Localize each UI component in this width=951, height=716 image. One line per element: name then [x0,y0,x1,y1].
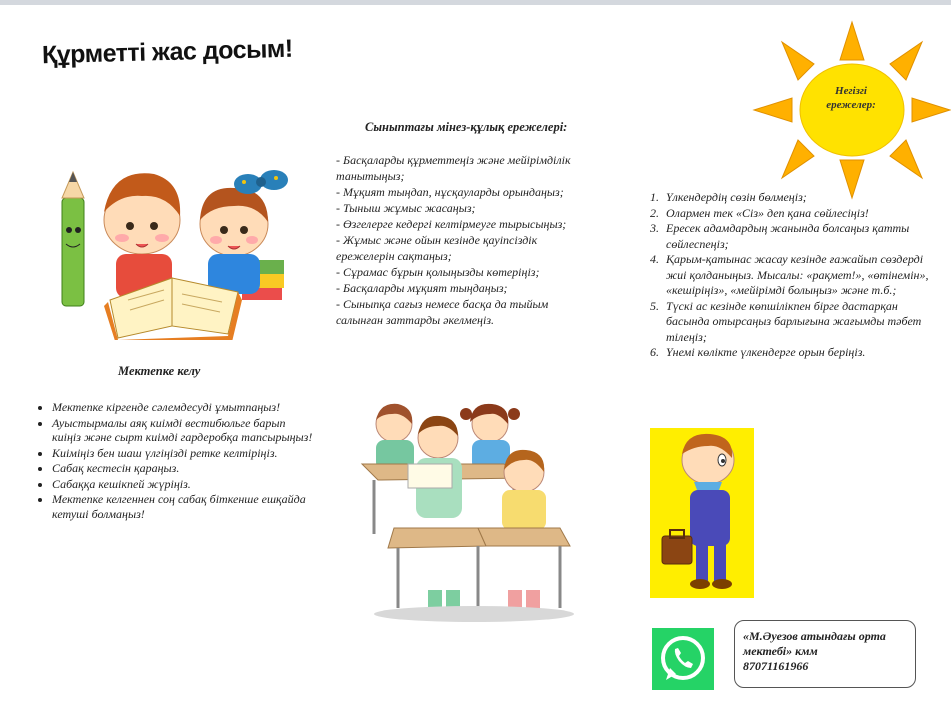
bow-icon [234,170,288,194]
arrival-rule-item: • Ауыстырмалы аяқ киімді вестибюльге барып киіңіз және сырт киімді гардеробқа тапсырыңыз! [52,416,314,445]
arrival-rules-list [34,400,314,522]
basic-rule-item: 1. Үлкендердің сөзін бөлмеңіз; [662,190,932,206]
contact-box [734,620,916,688]
classroom-kids-illustration [354,394,594,632]
classroom-rule-line: - Сұрамас бұрын қолыңызды көтеріңіз; [336,265,540,279]
classroom-rule-line: - Басқаларды құрметтеңіз және мейірімділік [336,153,571,167]
classroom-rule-line: - Жұмыс және ойын кезінде қауіпсіздік [336,233,538,247]
sun-label-line2: ережелер: [826,99,876,111]
page-title: Құрметті жас досым! [41,34,294,70]
basic-rule-item: 4. Қарым-қатынас жасау кезінде ғажайып сөздерді жиі қолданыңыз. Мысалы: «рақмет!», «өтінемін», «кешіріңіз», «мейірімді болыңыз» және т.б.; [662,252,932,299]
classroom-rule-line: - Тыныш жұмыс жасаңыз; [336,201,476,215]
kids-reading-illustration [42,150,292,340]
school-name-line2: мектебі» кмм [743,644,818,658]
arrival-rule-item: • Мектепке кіргенде сәлемдесуді ұмытпаңыз! [52,400,314,415]
basic-rule-item: 5. Түскі ас кезінде көпшілікпен бірге дастарқан басында отырсаңыз барлығына жағымды тәбет тілеңіз; [662,299,932,346]
classroom-rule-line: - Сыныпқа сағыз немесе басқа да тыйым [336,297,549,311]
basic-rule-item: 6. Үнемі көлікте үлкендерге орын беріңіз. [662,345,932,361]
arrival-rule-item: • Сабаққа кешікпей жүріңіз. [52,477,314,492]
top-bar [0,0,951,5]
arrival-rule-item: • Сабақ кестесін қараңыз. [52,461,314,476]
boy-with-briefcase-illustration [650,428,758,598]
sun-label [810,84,892,112]
arrival-rule-item: • Киіміңіз бен шаш үлгіңізді ретке келтіріңіз. [52,446,314,461]
basic-rule-item: 3. Ересек адамдардың жанында болсаңыз қатты сөйлеспеңіз; [662,221,932,252]
school-name-line1: «М.Әуезов атындағы орта [743,629,886,643]
arrival-heading: Мектепке келу [118,364,201,378]
basic-rule-item: 2. Олармен тек «Сіз» деп қана сөйлесіңіз! [662,206,932,222]
classroom-rule-line: - Мұқият тыңдап, нұсқауларды орындаңыз; [336,185,564,199]
whatsapp-icon[interactable] [652,628,714,690]
classroom-rule-line: танытыңыз; [336,169,405,183]
classroom-rules-list [336,152,636,328]
classroom-rule-line: салынған заттарды әкелмеңіз. [336,313,495,327]
classroom-rules-heading: Сыныптағы мінез-құлық ережелері: [365,120,568,134]
basic-rules-list [640,190,932,361]
sun-label-line1: Негізгі [835,85,867,97]
pencil-icon [62,172,84,306]
classroom-rule-line: ережелерін сақтаңыз; [336,249,452,263]
phone-number[interactable]: 87071161966 [743,659,809,673]
classroom-rule-line: - Басқаларды мұқият тыңдаңыз; [336,281,508,295]
arrival-rule-item: • Мектепке келгеннен соң сабақ біткенше ешқайда кетуші болмаңыз! [52,492,314,521]
classroom-rule-line: - Өзгелерге кедергі келтірмеуге тырысыңыз; [336,217,567,231]
